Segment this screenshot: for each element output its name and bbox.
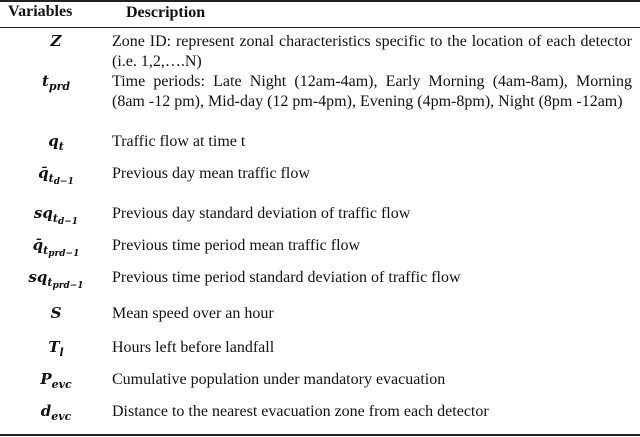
variable-symbol: $t_{prd}$ <box>41 72 71 93</box>
variable-description: Previous day standard deviation of traffic flow <box>112 205 411 222</box>
variable-description: Time periods: Late Night (12am-4am), Early Morning (4am-8am), Morning (8am -12 pm), Mid-day (12 pm-4pm), Evening (4pm-8pm), Night (8pm -12am) <box>112 73 632 110</box>
variable-description: Mean speed over an hour <box>112 305 274 322</box>
variable-description: Previous time period standard deviation of traffic flow <box>112 269 461 286</box>
variable-symbol: $d_{evc}$ <box>40 402 72 423</box>
variable-symbol: $q̄_{t_{d-1}}$ <box>38 164 74 187</box>
table-header-rule <box>0 27 640 28</box>
variable-description: Cumulative population under mandatory evacuation <box>112 371 446 388</box>
variable-description: Previous time period mean traffic flow <box>112 237 361 254</box>
header-variables: Variables <box>8 3 73 20</box>
variable-description: Previous day mean traffic flow <box>112 165 310 182</box>
variable-description: Distance to the nearest evacuation zone from each detector <box>112 403 489 420</box>
variable-symbol: $q̄_{t_{prd-1}}$ <box>32 236 80 259</box>
table-bottom-rule <box>0 434 640 436</box>
variable-description: Zone ID: represent zonal characteristics specific to the location of each detector (i.e. 1,2,….N) <box>112 33 632 70</box>
header-description: Description <box>126 4 206 21</box>
variable-symbol: $sq_{t_{prd-1}}$ <box>28 268 84 291</box>
table-top-rule <box>0 0 640 2</box>
variable-description: Traffic flow at time t <box>112 133 246 150</box>
variable-description: Hours left before landfall <box>112 339 275 356</box>
variable-symbol: $sq_{t_{d-1}}$ <box>33 204 79 227</box>
variable-symbol: $T_l$ <box>48 338 64 359</box>
variable-symbol: $q_t$ <box>48 132 64 153</box>
variable-symbol: $P_{evc}$ <box>40 370 72 391</box>
variable-symbol: Z <box>50 32 62 50</box>
variable-symbol: S <box>50 304 62 322</box>
